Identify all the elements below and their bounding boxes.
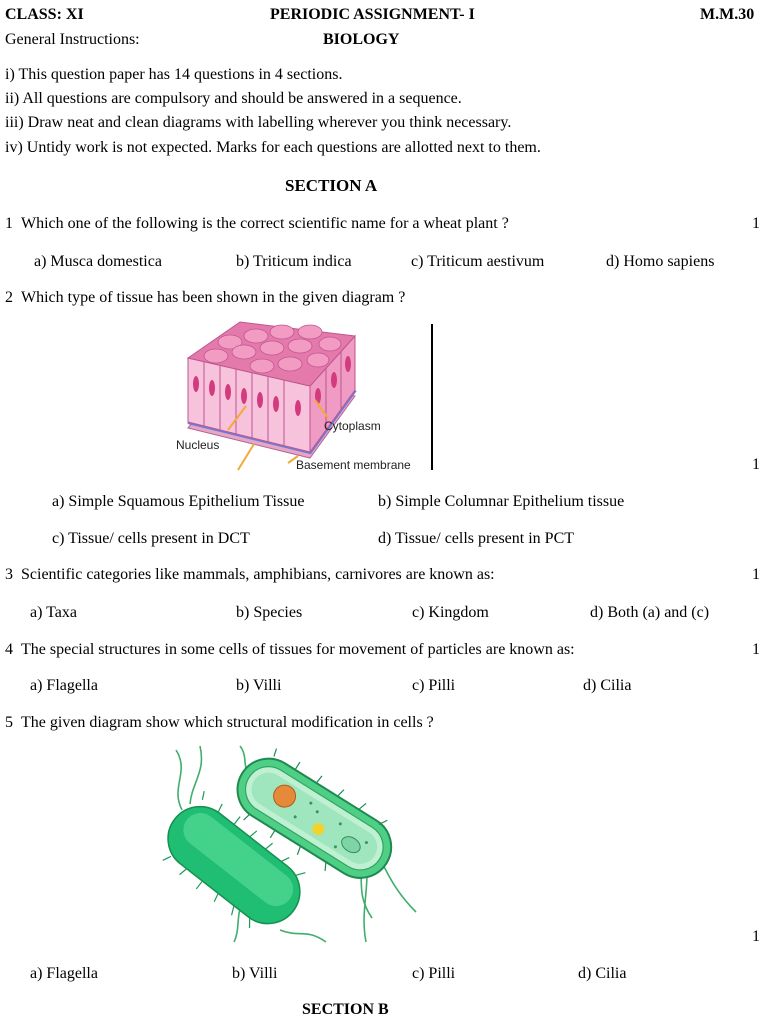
question-text: Which one of the following is the correct scientific name for a wheat plant ?: [21, 215, 509, 232]
instruction-item: iii) Draw neat and clean diagrams with labelling wherever you think necessary.: [5, 114, 512, 131]
question-number: 1: [5, 215, 13, 232]
nucleus-label: Nucleus: [176, 438, 220, 452]
option-d: d) Both (a) and (c): [590, 604, 710, 621]
question-1: [5, 214, 509, 234]
option-d: d) Homo sapiens: [606, 253, 715, 270]
max-marks: M.M.30: [700, 6, 755, 23]
question-number: 4: [5, 641, 13, 658]
question-marks: 1: [752, 641, 760, 658]
question-text: Scientific categories like mammals, amphibians, carnivores are known as:: [21, 566, 495, 583]
option-c: c) Pilli: [412, 677, 456, 694]
question-text: The special structures in some cells of tissues for movement of particles are known as:: [21, 641, 575, 658]
question-text: Which type of tissue has been shown in the given diagram ?: [21, 289, 406, 306]
bacteria-diagram: [130, 742, 430, 947]
question-number: 3: [5, 566, 13, 583]
basement-pointer: [238, 444, 254, 470]
question-3: [5, 565, 495, 585]
section-b-heading: SECTION B: [302, 1001, 389, 1018]
option-c: c) Triticum aestivum: [411, 253, 545, 270]
basement-membrane-label: Basement membrane: [296, 458, 411, 472]
option-a: a) Taxa: [30, 604, 77, 621]
option-b: b) Villi: [232, 965, 278, 982]
option-a: a) Flagella: [30, 677, 98, 694]
question-text: The given diagram show which structural modification in cells ?: [21, 714, 434, 731]
question-marks: 1: [752, 566, 760, 583]
subject-title: BIOLOGY: [323, 31, 400, 48]
epithelium-diagram: [170, 318, 440, 478]
option-d: d) Tissue/ cells present in PCT: [378, 530, 575, 547]
instruction-item: i) This question paper has 14 questions in 4 sections.: [5, 66, 343, 83]
question-marks: 1: [752, 456, 760, 473]
option-b: b) Villi: [236, 677, 282, 694]
option-b: b) Simple Columnar Epithelium tissue: [378, 493, 625, 510]
section-a-heading: SECTION A: [285, 176, 378, 195]
option-c: c) Kingdom: [412, 604, 489, 621]
question-marks: 1: [752, 215, 760, 232]
option-c: c) Tissue/ cells present in DCT: [52, 530, 250, 547]
option-a: a) Musca domestica: [34, 253, 162, 270]
question-5: [5, 713, 434, 733]
instruction-item: ii) All questions are compulsory and should be answered in a sequence.: [5, 90, 462, 107]
option-d: d) Cilia: [583, 677, 632, 694]
question-4: [5, 640, 575, 660]
instruction-item: iv) Untidy work is not expected. Marks for each questions are allotted next to them.: [5, 139, 541, 156]
question-number: 2: [5, 289, 13, 306]
option-b: b) Species: [236, 604, 303, 621]
question-number: 5: [5, 714, 13, 731]
option-b: b) Triticum indica: [236, 253, 352, 270]
option-c: c) Pilli: [412, 965, 456, 982]
class-label: CLASS: XI: [5, 6, 84, 23]
question-marks: 1: [752, 928, 760, 945]
option-d: d) Cilia: [578, 965, 627, 982]
question-2: [5, 288, 405, 308]
cytoplasm-label: Cytoplasm: [324, 419, 381, 433]
assignment-title: PERIODIC ASSIGNMENT- I: [270, 6, 475, 23]
option-a: a) Simple Squamous Epithelium Tissue: [52, 493, 305, 510]
instructions-heading: General Instructions:: [5, 31, 140, 48]
option-a: a) Flagella: [30, 965, 98, 982]
